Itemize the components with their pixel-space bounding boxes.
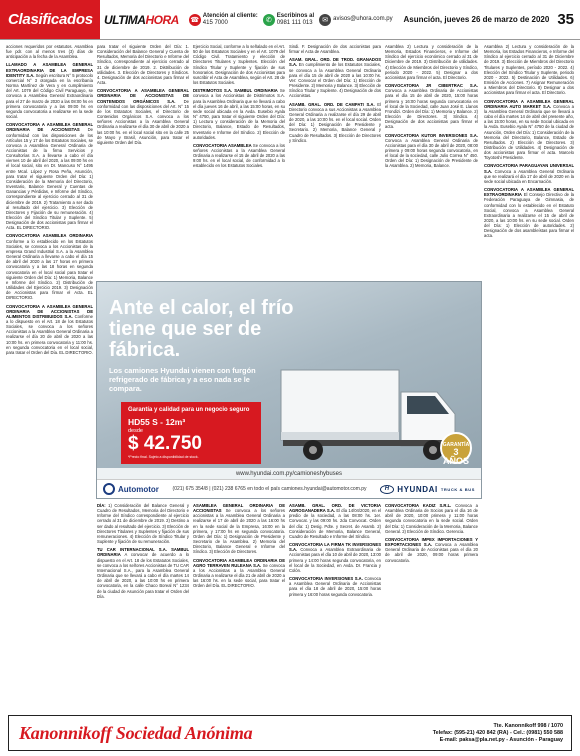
classified-column-3 xyxy=(193,44,285,278)
ad-offer-tagline: Garantía y calidad para un negocio seguro xyxy=(128,407,250,413)
classified-notice xyxy=(193,143,285,169)
notice-title: CONVOCATORIA A ASAMBLEA GENERAL ORDINARIA AUTO MARKET S.A. xyxy=(484,98,574,109)
classified-notice xyxy=(385,44,478,80)
kanonnikoff-footer-ad[interactable] xyxy=(8,715,572,751)
classified-notice xyxy=(484,163,574,184)
notice-title: ASAMB. GRAL. ORD. DE CAMPATI S.A. xyxy=(289,101,375,107)
classified-column-5-lower xyxy=(385,503,478,710)
notice-title: CONVOCATORIA PARAGUAYAN UNIVERSAL S.A. xyxy=(484,163,574,174)
footer-phones: Telefax: (595-21) 420 842 (RA) - Cel.: (0981) 550 588 xyxy=(432,729,563,736)
ad-contact-line: (021) 675 354/8 | (021) 238 6765 en todo el país camiones.hyundai@automotor.com.py xyxy=(172,486,367,492)
classified-notice xyxy=(97,88,189,145)
ad-offer-price: $ 42.750 xyxy=(128,433,202,454)
notice-body: De conformidad con las disposiciones de los Artículos 15 y 17 de los Estatutos Sociales, se convoca a Asamblea General Ordinaria de Accionistas de la firma Servicios y Consultorías S.A. a llevarse a cabo el día viernes 10 de abril del 2020, a las 09:00 hs en el local social, sito en Dr. Mancuso N° 1495 entre Mcal. López y Rosa Peña, Asunción, para tratar el siguiente Orden del Día: 1) Consideración de la Memoria del Directorio, Inventario, Balance General y Cuentas de Ganancias y Pérdidas, e Informe del Síndico, correspondiente al ejercicio cerrado al 31 de diciembre de 2019. 2) Tratamiento a ser dado al resultado del ejercicio. 3) Elección de Directores y Fijación de su remuneración. 4) Elección del Síndico Titular y Suplente. 5) Designación de dos accionistas para firmar el Acta. EL DIRECTORIO. xyxy=(6,127,93,231)
classified-notice xyxy=(289,542,381,573)
classified-column-2-lower xyxy=(97,503,189,710)
classified-notice xyxy=(6,233,93,300)
notice-body: Convoca a Asamblea General Ordinaria de Accionistas para el día 20 de abril de 2020, 09:00 horas primera convocatoria. xyxy=(385,542,478,563)
truck-cargo-shadow xyxy=(281,432,399,440)
classified-column-4-lower xyxy=(289,503,381,710)
contact-phone[interactable] xyxy=(189,13,258,27)
classified-notice xyxy=(97,44,189,85)
notice-body: El Consejo Directivo de la Federación Paraguaya de Gimnasia, de conformidad con lo establecido en el Estatuto Social, convoca a Asamblea General Extraordinaria a realizarse el 15 de abril de 2020, a las 10:00 hs. en su sede social. Orden del Día: 1) Elección de autoridades. 2) Designación de dos asambleístas para firmar el acta. xyxy=(484,192,574,239)
truck-wheel-rear-hub xyxy=(309,446,317,454)
classified-notice xyxy=(385,537,478,563)
contact-whatsapp[interactable] xyxy=(263,13,314,27)
classified-column-5 xyxy=(385,44,478,278)
notice-body: Se convoca a los Accionistas a la Asamblea General Ordinaria a realizarse el día 21 de abril de 2020 a las 16:00 hs. en la sede social, para tratar el Orden del Día. EL DIRECTORIO. xyxy=(193,562,285,589)
truck-wheel-front-hub xyxy=(429,446,437,454)
notice-title: CONVOCATORIA ASAMBLEA xyxy=(193,142,252,148)
notice-body: Conforme a lo establecido en los Estatutos Sociales, se convoca a los Accionistas de la empresa Grand Industrial S.A. a la Asamblea General Ordinaria a llevarse a cabo el día 15 de abril del 2020 a las 17 horas en primera convocatoria y a las 18 horas en segunda convocatoria en el local social para tratar el siguiente Orden del Día: 1) Memoria, Balance e Informe del Síndico. 2) Distribución de Utilidades del Ejercicio 2019. 3) Designación de Accionistas para firmar el Acta. EL DIRECTORIO. xyxy=(6,238,93,301)
notice-body: Se convoca a los Accionistas de Distrimotos S.A. para la Asamblea Ordinaria que se llevará a cabo el día jueves 16 de abril, a las 15:00 horas, en su sede social ubicada en la Avda. Eusebio Ayala N° 4750, para tratar el siguiente Orden del Día: 1) Lectura y consideración de la Memoria del Directorio, Balance, Estado de Resultados, Inventario e Informe del Síndico. 2) Elección de autoridades. xyxy=(193,88,285,140)
newspaper-logo xyxy=(100,0,183,39)
footer-company-name: Kanonnikoff Sociedad Anónima xyxy=(19,722,253,743)
classified-notice xyxy=(289,44,381,54)
ad-offer-price-label: desde xyxy=(128,428,143,434)
page-number: 35 xyxy=(557,11,574,28)
hyundai-logo-text: HYUNDAI xyxy=(397,484,438,494)
page-header xyxy=(0,0,580,40)
notice-title: CONVOCATORIA A ASAMBLEA GENERAL EXTRAORDINARIA xyxy=(484,187,574,198)
ad-offer-fineprint: *Precio final. Sujeto a disponibilidad de stock. xyxy=(128,455,199,459)
classified-notice xyxy=(385,503,478,534)
contact-email-value: avisos@uhora.com.py xyxy=(333,16,393,22)
ad-headline: Ante el calor, el frío tiene que ser de fábrica. xyxy=(109,297,294,361)
automotor-logo xyxy=(103,483,159,495)
classified-notice xyxy=(289,503,381,539)
notice-title: ASAM. GRAL. ORD. DE TROD. GRANADOS S.A. xyxy=(289,57,381,68)
classified-notice xyxy=(193,503,285,555)
contact-whatsapp-label: Escribinos al xyxy=(276,12,315,19)
notice-title: CONVOCATORIA A ASAMBLEA GENERAL ORDINARIA DE ACCIONISTAS DE CONTENIDOS ORGÁNICOS S.A. xyxy=(97,88,189,104)
contact-phone-value: 415 7000 xyxy=(202,19,228,26)
ad-offer-model: HD55 S - 12m³ xyxy=(128,417,186,427)
notice-body: Asamblea 2) Lectura y consideración de la Memoria, los Estados Financieros, e Informe del Síndico al ejercicio cerrado al 31 de Diciembre de 2019. 3) Elección de Miembros del Directorio Titulares y Suplentes, período 2020 - 2022. 4) Elección del Síndico Titular y Suplente, periodo 2020 - 2022. 5) Destinación de Utilidades. 6) Emisión de Acciones. 7) Asignar Remuneración a Miembros del Directorio. 8) Designar a dos accionistas para firmar el acta. El Directorio. xyxy=(484,44,574,96)
classified-notice xyxy=(289,576,381,597)
footer-address: Tte. Kanonnikoff 998 / 1070 xyxy=(493,722,563,729)
logo-part-hora: HORA xyxy=(145,12,179,27)
classified-notice xyxy=(484,99,574,161)
footer-email: E-mail: paksa@pla.net.py - Asunción - Paraguay xyxy=(439,736,563,743)
notice-title: TU CAR INTERNACIONAL S.A. SAMBUL ORDINARIA xyxy=(97,547,189,558)
classified-notice xyxy=(289,102,381,143)
classified-column-2 xyxy=(97,44,189,278)
classified-notice xyxy=(193,558,285,589)
notice-body: A convocar de acuerdo a lo dispuesto en el Art. 18 de los Estatutos Sociales, se convoca a los señores Accionistas de TU CAR Internacional S.A., para la Asamblea General Ordinaria que se llevará a cabo el día martes 14 de abril de 2020, a las 10:00 hs en primera convocatoria, en la calle Chaco Boreal N° 1234 de la ciudad de Asunción para tratar el Orden del Día. xyxy=(97,552,189,599)
section-title: Clasificados xyxy=(0,0,100,39)
classified-notice xyxy=(385,133,478,169)
notice-title: CONVOCATORIA JR CIBERTRAC S.A. xyxy=(385,83,478,89)
notice-body: Sindi. F. Designación de dos accionistas para firmar el Acta de Asamblea. xyxy=(289,44,381,55)
notice-body: Se convoca a los señores accionistas a la Asamblea General Ordinaria a realizarse el 17 de abril de 2020 a las 16:00 hs en la sede social de la Empresa, 16:00 en la primera, y 17:00 hs en segunda convocatoria. Orden del Día: 1) Designación de Presidente y Secretario de la Asamblea. 2) Memoria del Directorio, Balance General e Informe del Síndico. 3) Elección de Directores. xyxy=(193,508,285,555)
notice-body: Convoca a Asamblea Ordinaria de Accionistas para el día 15 de abril de 2020, 15:00 horas primera y 16:00 horas segunda convocatoria en el local de la Sociedad, calle Juan José E. Llanos Frondizi. Orden del Día: 1) Memoria y Balance. 2) Elección de Directores. 3) Síndico. 4) Designación de dos accionistas para firmar el acta. xyxy=(385,88,478,130)
notice-title: CONVOCATORIA ASAMBLEA ORDINARIA xyxy=(6,233,93,239)
notice-body: El Directorio convoca a sus Accionistas a Asamblea General Ordinaria a realizarse el día 29 de abril de 2020, a las 10:00 hs. en el local social. Orden del Día: 1) Designación de Presidente y Secretario. 2) Memoria, Balance General y Cuadro de Resultados. 3) Elección de Directores y Síndico. xyxy=(289,101,381,143)
classified-column-3-lower xyxy=(193,503,285,710)
notice-title: DÍA: xyxy=(97,503,106,508)
notice-title: ASAMB. GRAL. ORD. DE VICTORIA AGROGANADERA S.A. xyxy=(289,503,381,514)
contact-info xyxy=(183,0,393,39)
notice-body: El día 14/04/2020, en el predio de la sociedad, a las 08:00 hs. 1er. Convocat. y las 09:00 hs. 2da Convocat. Orden del día: 1) Desig. Pdte. y Secret. de Asamb. 2) Consideración de Memoria, Balance General, Cuadro de Resultado e Informe del Síndico. xyxy=(289,508,381,539)
notice-title: ASAMBLEA GENERAL ORDINARIA DE ACCIONISTAS xyxy=(193,503,285,514)
hyundai-logo xyxy=(380,485,475,494)
email-icon: ✉ xyxy=(319,14,331,26)
classified-notice xyxy=(385,83,478,129)
phone-icon: ☎ xyxy=(189,14,201,26)
notice-title: LLAMADO A ASAMBLEA GENERAL EXTRAORDINARIA DE LA EMPRESA IDENTITY S.A. xyxy=(6,62,93,78)
hyundai-truck-ad[interactable] xyxy=(96,281,482,499)
notice-body: En cumplimiento de los Estatutos Sociales, se convoca a la Asamblea General Ordinaria para el día 15 de abril de 2020 a las 10:00 hs. Ver: Convocar el Orden del Día: 1) Elección de Presidente. 2) Memoria y Balance. 3) Elección de Síndico Titular y Suplente. 4) Designación de dos Accionistas. xyxy=(289,62,381,99)
ad-subheadline: Los camiones Hyundai vienen con furgón refrigerado de fábrica y a eso nada se le compara. xyxy=(109,366,256,393)
notice-title: DISTRIMOTOS S.A. SAMBUL ORDINARIA xyxy=(193,88,278,94)
footer-contact-info xyxy=(433,723,571,744)
contact-email[interactable] xyxy=(319,14,392,26)
ad-footer xyxy=(97,479,481,498)
notice-body: De conformidad con las disposiciones del Art. N° 15 de los Estatutos Sociales, el Directorio de Contenidos Orgánicos S.A. convoca a los señores Accionistas a la Asamblea General Ordinaria a realizarse el día 30 de abril de 2020 a las 10:00 hs. en el local social sito en la calle 25 de Mayo y Brasil, Asunción, para tratar el siguiente Orden del Día. xyxy=(97,98,189,145)
notice-body: para tratar el siguiente Orden del Día: 1. Consideración del Balance General y Cuenta de Resultados, Memoria del Directorio e Informe del Síndico, correspondiente al ejercicio cerrado al 31 de diciembre de 2019. 2. Distribución de utilidades. 3. Elección de Directores y Síndicos. 4. Designación de dos accionistas para firmar el Acta. xyxy=(97,44,189,86)
classified-notice xyxy=(6,304,93,356)
notice-title: CONVOCATORIA KUTOR INVERSIONES S.A. xyxy=(385,132,478,138)
notice-body: Asamblea 2) Lectura y consideración de la Memoria, Estados Financieros, e Informe del Síndico del ejercicio económico cerrado al 31 de Diciembre de 2019. 3) Distribución de utilidades. 4) Elección de Miembros del Directorio y Síndico, periodo 2020 - 2022. 5) Designar a dos accionistas para firmar el acta. El Directorio. xyxy=(385,44,478,80)
contact-whatsapp-value: 0981 111 013 xyxy=(276,19,313,26)
notice-title: CONVOCATORIA KADIZ S.R.L. xyxy=(385,503,452,508)
notice-body: Convoca a Asamblea General Ordinaria que se realizará el día 17 de abril de 2020 en la sede social ubicada en Encarnación. xyxy=(484,168,574,184)
notice-body: Conforme a lo dispuesto en el Art. 18 de los Estatutos Sociales, se convoca a los señores Accionistas a la Asamblea General Ordinaria a realizarse el día 20 de abril de 2020 a las 10:00 hs. en primera convocatoria y 11:00 hs. en segunda convocatoria en el local social, para tratar el Orden del Día. EL DIRECTORIO. xyxy=(6,313,93,355)
logo-part-ultima: ULTIMA xyxy=(104,12,146,27)
classified-notice xyxy=(484,44,574,96)
classified-notice xyxy=(6,122,93,230)
contact-phone-label: Atención al cliente: xyxy=(202,12,258,19)
classified-notice xyxy=(193,44,285,85)
warranty-years: 3 AÑOS xyxy=(442,447,469,466)
edition-date: Asunción, jueves 26 de marzo de 2020 xyxy=(403,15,550,24)
classified-column-6 xyxy=(484,44,574,710)
classified-column-1 xyxy=(6,44,93,710)
ad-website[interactable]: www.hyundai.com.py/camioneshybuses xyxy=(97,468,481,480)
notice-body: Convoca a la Asamblea General Ordinaria que se llevará a cabo el día martes 14 de abril del presente año, a las 15:00 horas, en su sede Social ubicada en la Avda. Eusebio Ayala N° 4750 de la ciudad de Asunción, Orden del Día: 1) Consideración de la Memoria del Directorio, Balance, Estado de Resultados. 2) Elección de Directores. 3) Distribución de Utilidades. 4) Designación de dos accionistas para firmar el acta. Marcelo Toyotoshi Presidente. xyxy=(484,103,574,161)
classified-notice xyxy=(484,187,574,239)
classified-notice xyxy=(6,44,93,59)
classified-notice xyxy=(6,62,93,119)
notice-title: CONVOCATORIA IMPEX IMPORTACIONES Y EXPORTACIONES S.A. xyxy=(385,536,478,548)
hyundai-logo-icon: H xyxy=(380,485,394,494)
notice-body: Convoca a Asamblea General Ordinaria de Accionistas para el día 30 de abril de 2020, 08:00 primera y 09:00 horas segunda convocatoria, en el local de la sociedad, calle Julio Correa N° 450. Orden del Día: 1) Designación de Presidente de la Asamblea. 2) Memoria, Balance. xyxy=(385,137,478,169)
ad-offer-banner xyxy=(121,402,261,464)
automotor-logo-icon xyxy=(103,483,115,495)
notice-body: Convoca a Asamblea Extraordinaria de Accionistas para el día 10 de abril de 2020, 13:00 primera y 14:00 horas segunda convocatoria, en el local de la Sociedad, en Avda. Dr. Francia y Colón. xyxy=(289,547,381,573)
notice-body: Convoca a Asamblea General Ordinaria de Accionistas para el día 18 de abril de 2020, 15:00 horas primera y 16:00 horas segunda convocatoria. xyxy=(289,576,381,597)
warranty-label: GARANTÍA xyxy=(442,442,470,448)
notice-body: Según escritura N° 5 protocolo comercial N° 3 otorgada en la escribanía Norma Martínez de Vera y en cumplimiento del Art. 1079 del Código Civil Paraguayo, se convoca a Asamblea General Extraordinaria para el 27 de marzo de 2020 a las 08:00 hs en primera convocatoria y a las 09:00 hs en segunda convocatoria a realizarse en la sede social. xyxy=(6,72,93,120)
notice-title: CONVOCATORIA LA FIRMA TK INVERSIONES S.A. xyxy=(289,542,381,553)
notice-title: CONVOCATORIA INVERSIONES S.A. xyxy=(289,576,363,582)
hyundai-logo-subtext: TRUCK & BUS xyxy=(440,486,475,492)
classified-column-4 xyxy=(289,44,381,278)
classified-notice xyxy=(193,88,285,140)
notice-body: acciones requeridos por estatutos. Asamblea fue pdr. con al menos tres (3) días de anticipación a la fecha de la Asamblea. xyxy=(6,44,93,60)
whatsapp-icon: ✆ xyxy=(263,14,275,26)
classified-notice xyxy=(97,547,189,599)
notice-title: CONVOCATORIA ASAMBLEA ORDINARIA DE AGRO TERRAVEN RULEANA S.A. xyxy=(193,557,285,568)
automotor-logo-text: Automotor xyxy=(118,484,159,494)
notice-title: CONVOCATORIA A ASAMBLEA GENERAL ORDINARIA DE ACCIONISTAS xyxy=(6,122,93,133)
notice-body: 1) Consideración del Balance General y Cuadro de Resultados, Memoria del Directorio e Informe del Síndico correspondiente al ejercicio cerrado al 31 de diciembre de 2019. 2) Destino a ser dado al resultado del ejercicio. 3) Elección de Directores Titulares y Suplentes y fijación de sus remuneraciones. 4) Elección de Síndico Titular y Suplente y fijación de su remuneración. xyxy=(97,503,189,545)
notice-body: Convoca a Asamblea Ordinaria de Socios para el día 16 de abril de 2020, 10:00 primera y 11:00 horas segunda convocatoria en la sede social. Orden del Día: 1) Consideración de la Memoria, Balance General. 2) Elección de Síndico. Gerencia. xyxy=(385,503,478,534)
truck-cargo-box xyxy=(281,370,399,440)
warranty-badge xyxy=(440,432,472,464)
classified-notice xyxy=(97,503,189,544)
classified-notice xyxy=(289,57,381,98)
notice-body: Se convoca a los señores Accionistas a la Asamblea General Ordinaria a realizarse el 15 de abril de 2020 a las 9:00 hs. en el local social, de conformidad a lo establecido en los Estatutos Sociales. xyxy=(193,142,285,169)
notice-body: Ejercicio Social, conforme a lo señalado en el Art. 50 de los Estatutos Sociales y en el Art. 1079 del Código Civil. Tratamiento y elección de Directores Titulares y Suplentes. Elección del Síndico Titular y Suplente y fijación de sus honorarios. Designación de dos Accionistas para suscribir el Acta de Asamblea, según el Art. 28 de los Estatutos Sociales. xyxy=(193,44,285,86)
notice-title: CONVOCATORIA A ASAMBLEA GENERAL ORDINARIA DE ACCIONISTAS DE ALIMENTOS DISTRIBUIDOS S.A. xyxy=(6,303,93,319)
